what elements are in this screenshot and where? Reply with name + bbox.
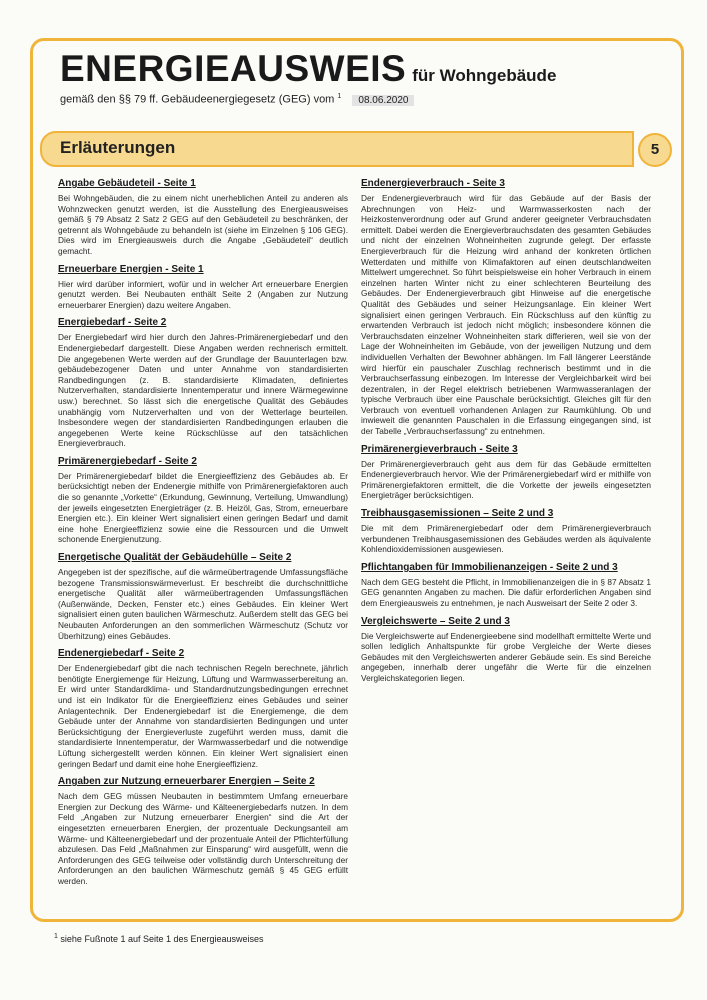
document-title: [60, 48, 556, 90]
text-block: [361, 444, 651, 501]
issue-date: 08.06.2020: [352, 95, 414, 106]
block-text: Der Endenergiebedarf gibt die nach technischen Regeln berechnete, jährlich benötigte Energiemenge für Heizung, Lüftung und Warmwasserbereitung an. Er wird unter Standardklima- und Standardnutzungsbedingungen errechnet und ist ein Indikator für die Energieeffizienz eines Gebäudes und seiner Anlagentechnik. Der Endenergiebedarf ist die Energiemenge, die dem Gebäude unter der Annahme von standardisierten Bedingungen und unter Berücksichtigung der Energieverluste zugeführt werden muss, damit die standardisierte Innentemperatur, der Warmwasserbedarf und die notwendige Lüftung sichergestellt werden können. Ein kleiner Wert signalisiert einen geringen Bedarf und damit eine hohe Energieeffizienz.: [58, 663, 348, 769]
block-text: Angegeben ist der spezifische, auf die wärmeübertragende Umfassungsfläche bezogene Transmissionswärmeverlust. Er beschreibt die durchschnittliche energetische Qualität aller wärmeübertragenden Umfassungsflächen (Außenwände, Decken, Fenster etc.) eines Gebäudes. Ein kleiner Wert signalisiert einen guten baulichen Wärmeschutz. Außerdem stellt das GEG bei Neubauten Anforderungen an den sommerlichen Wärmeschutz (Schutz vor Überhitzung) eines Gebäudes.: [58, 567, 348, 641]
block-heading: Primärenergieverbrauch - Seite 3: [361, 443, 518, 455]
text-block: [58, 776, 348, 886]
text-block: [361, 616, 651, 684]
block-text: Bei Wohngebäuden, die zu einem nicht unerheblichen Anteil zu anderen als Wohnzwecken genutzt werden, ist die Ausstellung des Energieausweises gemäß § 79 Absatz 2 Satz 2 GEG auf den Gebäudeteil zu beschränken, der getrennt als Wohngebäude zu behandeln ist (siehe im Einzelnen § 106 GEG). Dies wird im Energieausweis durch die Angabe „Gebäudeteil“ deutlich gemacht.: [58, 193, 348, 256]
block-heading: Vergleichswerte – Seite 2 und 3: [361, 615, 510, 627]
block-text: Die mit dem Primärenergiebedarf oder dem Primärenergieverbrauch verbundenen Treibhausgasemissionen des Gebäudes werden als äquivalente Kohlendioxidemissionen ausgewiesen.: [361, 523, 651, 555]
block-text: Der Primärenergiebedarf bildet die Energieeffizienz des Gebäudes ab. Er berücksichtigt neben der Endenergie mithilfe von Primärenergiefaktoren auch die so genannte „Vorkette“ (Erkundung, Gewinnung, Verteilung, Umwandlung) der jeweils eingesetzten Energieträger (z. B. Heizöl, Gas, Strom, erneuerbare Energien etc.). Ein kleiner Wert signalisiert einen geringen Bedarf und damit eine hohe Energieeffizienz sowie eine die Ressourcen und die Umwelt schonende Energienutzung.: [58, 470, 348, 545]
block-heading: Erneuerbare Energien - Seite 1: [58, 263, 204, 275]
subtitle-text: gemäß den §§ 79 ff. Gebäudeenergiegesetz (GEG) vom: [60, 93, 335, 106]
block-heading: Energiebedarf - Seite 2: [58, 317, 167, 329]
page-number-badge: 5: [638, 133, 672, 167]
block-heading: Endenergieverbrauch - Seite 3: [361, 178, 505, 189]
text-block: [58, 178, 348, 257]
block-text: Nach dem GEG müssen Neubauten in bestimmtem Umfang erneuerbare Energien zur Deckung des Wärme- und Kälteenergiebedarfs nutzen. In dem Feld „Angaben zur Nutzung erneuerbarer Energien“ sind die Art der eingesetzten erneuerbaren Energien, der prozentuale Deckungsanteil am Wärme- und Kälteenergiebedarf und der prozentuale Anteil der Pflichterfüllung abzulesen. Das Feld „Maßnahmen zur Einsparung“ wird ausgefüllt, wenn die Anforderungen des GEG teilweise oder vollständig durch Unterschreitung der Anforderungen an den baulichen Wärmeschutz gemäß § 45 GEG erfüllt werden.: [58, 791, 348, 886]
block-heading: Primärenergiebedarf - Seite 2: [58, 455, 197, 467]
section-title: Erläuterungen: [60, 138, 176, 157]
block-heading: Angaben zur Nutzung erneuerbarer Energien – Seite 2: [58, 776, 315, 788]
section-header: [40, 131, 634, 167]
footnote-text: siehe Fußnote 1 auf Seite 1 des Energieausweises: [60, 934, 264, 944]
block-heading: Endenergiebedarf - Seite 2: [58, 648, 185, 660]
block-heading: Treibhausgasemissionen – Seite 2 und 3: [361, 508, 554, 520]
text-block: [58, 552, 348, 641]
text-block: [58, 317, 348, 449]
subtitle-footnote-marker: 1: [337, 93, 342, 100]
title-main: ENERGIEAUSWEIS: [60, 48, 407, 89]
block-text: Nach dem GEG besteht die Pflicht, in Immobilienanzeigen die in § 87 Absatz 1 GEG genannten Angaben zu machen. Die dafür erforderlichen Angaben sind dem Energieausweis zu entnehmen, je nach Ausweisart der Seite 2 oder 3.: [361, 576, 651, 608]
text-block: [58, 648, 348, 769]
block-text: Der Primärenergieverbrauch geht aus dem für das Gebäude ermittelten Endenergieverbrauch hervor. Wie der Primärenergiebedarf wird er mithilfe von Primärenergiefaktoren ermittelt, die die Vorkette der jeweils eingesetzten Energieträger berücksichtigen.: [361, 458, 651, 501]
footnote: [54, 933, 264, 944]
text-block: [361, 562, 651, 609]
text-block: [361, 178, 651, 437]
right-column: [361, 178, 651, 691]
text-block: [361, 508, 651, 555]
block-text: Der Energiebedarf wird hier durch den Jahres-Primärenergiebedarf und den Endenergiebedarf dargestellt. Diese Angaben werden rechnerisch ermittelt. Die angegebenen Werte werden auf der Grundlage der Bauunterlagen bzw. gebäudebezogener Daten und unter Annahme von standardisierten Randbedingungen (z. B. standardisierte Klimadaten, definiertes Nutzerverhalten, standardisierte Innentemperatur und innere Wärmegewinne usw.) berechnet. So lässt sich die energetische Qualität des Gebäudes unabhängig vom Nutzerverhalten und von der Wetterlage beurteilen. Insbesondere wegen der standardisierten Randbedingungen erlauben die angegebenen Werte keine Rückschlüsse auf den tatsächlichen Energieverbrauch.: [58, 332, 348, 449]
block-heading: Pflichtangaben für Immobilienanzeigen - Seite 2 und 3: [361, 561, 618, 573]
block-text: Die Vergleichswerte auf Endenergieebene sind modellhaft ermittelte Werte und sollen lediglich Anhaltspunkte für grobe Vergleiche der Werte dieses Gebäudes mit den Vergleichswerten anderer Gebäude sein. Es sind Bereiche angegeben, innerhalb derer ungefähr die Werte für die einzelnen Vergleichskategorien liegen.: [361, 630, 651, 683]
block-text: Der Endenergieverbrauch wird für das Gebäude auf der Basis der Abrechnungen von Heiz- und Warmwasserkosten nach der Heizkostenverordnung oder auf Grund anderer geeigneter Verbrauchsdaten ermittelt. Dabei werden die Energieverbrauchsdaten des gesamten Gebäudes und nicht der einzelnen Wohneinheiten zugrunde gelegt. Der erfasste Energieverbrauch für die Heizung wird anhand der konkreten örtlichen Wetterdaten und mithilfe von Klimafaktoren auf einen deutschlandweiten Mittelwert umgerechnet. So führt beispielsweise ein hoher Verbrauch in einem einzelnen harten Winter nicht zu einer schlechteren Beurteilung des Gebäudes. Der Endenergieverbrauch gibt Hinweise auf die energetische Qualität des Gebäudes und seiner Heizungsanlage. Ein kleiner Wert signalisiert einen geringen Verbrauch. Ein Rückschluss auf den künftig zu erwartenden Verbrauch ist jedoch nicht möglich; insbesondere können die Verbrauchsdaten einzelner Wohneinheiten stark differieren, weil sie von der Lage der Wohneinheiten im Gebäude, von der jeweiligen Nutzung und dem individuellen Verhalten der Bewohner abhängen. Im Fall längerer Leerstände wird hierfür ein pauschaler Zuschlag rechnerisch bestimmt und in die Verbrauchserfassung einbezogen. Im Interesse der Vergleichbarkeit wird bei dezentralen, in der Regel elektrisch betriebenen Warmwasseranlagen der typische Verbrauch über eine Pauschale berücksichtigt. Gleiches gilt für den Verbrauch von eventuell vorhandenen Anlagen zur Raumkühlung. Ob und inwieweit die genannten Pauschalen in die Erfassung eingegangen sind, ist der Tabelle „Verbrauchserfassung“ zu entnehmen.: [361, 193, 651, 437]
left-column: [58, 178, 348, 893]
block-text: Hier wird darüber informiert, wofür und in welcher Art erneuerbare Energien genutzt werden. Bei Neubauten enthält Seite 2 (Angaben zur Nutzung erneuerbarer Energien) dazu weitere Angaben.: [58, 278, 348, 310]
block-heading: Energetische Qualität der Gebäudehülle – Seite 2: [58, 552, 292, 564]
title-suffix: für Wohngebäude: [412, 66, 557, 85]
document-header: [40, 48, 668, 110]
block-heading: Angabe Gebäudeteil - Seite 1: [58, 178, 196, 189]
footnote-marker: 1: [54, 933, 58, 940]
text-block: [58, 456, 348, 545]
document-subtitle: [60, 93, 414, 106]
text-block: [58, 264, 348, 311]
